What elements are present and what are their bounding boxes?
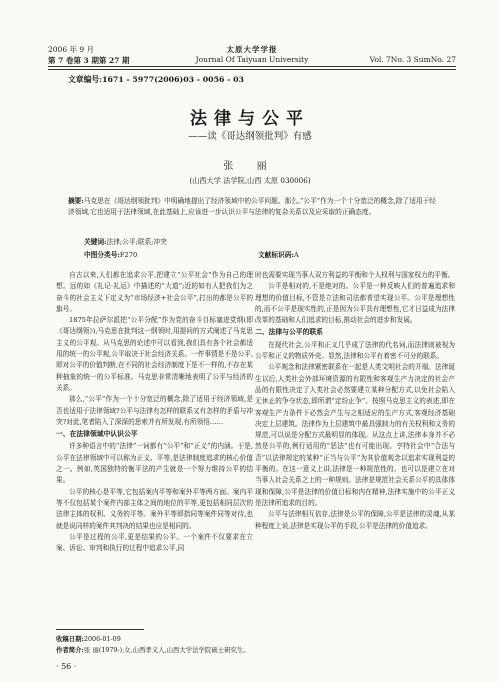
received-label: 收稿日期: bbox=[56, 635, 84, 643]
abstract-label: 摘要: bbox=[68, 197, 84, 205]
volume-number-en: Vol. 7No. 3 SumNo. 27 bbox=[369, 55, 456, 64]
author-bio-text: 张 丽(1979-),女,山西孝义人,山西大学法学院硕士研究生。 bbox=[83, 646, 250, 654]
journal-name-cn: 太原大学学报 bbox=[226, 45, 278, 54]
keywords-text: 法律;公平;联系;冲突 bbox=[106, 238, 167, 246]
author-affiliation: (山西大学 法学院,山西 太原 030006) bbox=[189, 176, 311, 185]
header-rule-thin bbox=[48, 69, 456, 70]
body-paragraph: 公平是相对的,不是绝对的。公平是一种反映人们的普遍追求和理想的价值目标,不管是立法和司法都希望实现公平。公平是理想性的,而不公平是现实性的,正是因为公平具有理想性,它才日益成为法律改革的基础和人们追求的目标,推动社会的进步和发展。 bbox=[255, 282, 455, 325]
left-column bbox=[56, 270, 253, 554]
body-paragraph: 那么,“公平”作为一个十分宽泛的概念,除了适用于经济领域,是否也适用于法律领域?公平与法律有怎样的联系又有怎样的矛盾与冲突?对此,笔者陷入了深深的思索并有所发现,有所领悟…… bbox=[56, 395, 253, 426]
classification bbox=[84, 249, 137, 259]
right-column bbox=[255, 270, 455, 532]
body-paragraph: 公平观念和法律紧密联系在一起是人类文明社会的开端。法律诞生以后,人类社会外部环境资源的有限性和客观生产力决定的社会产品的有限性决定了人类社会必然要建立某种分配方式,以免社会陷入无休止的争夺状态,即所谓“定纷止争”。按照马克思主义的表述,即在客观生产力条件下必然会产生与之相适应的生产方式,客观经济基础决定上层建筑。法律作为上层建筑中最具强制力的有关权利和义务的规范,可以说是分配方式最明显的体现。从这点上讲,法律本身并不必然是公平的,例行适用的“恶法”也有可能出现。亨特社会中“合法与否”以法律规定的某种“正当与公平”为其价值观念以追求实现利益的平衡的。在这一意义上讲,法律是一种规范性的、也可以是建立在对当事人社会关系之上的一种规则。法律是规范社会关系公平的具体体现和保障,公平是法律的价值目标和内在精神,法律实施中的公平正义是法律所追求的目的。 bbox=[255, 363, 455, 507]
body-paragraph: 公平是过程的公平,更是结果的公平。一个案件不仅要求在立案、诉讼、审判和执行的过程中追求公平,同 bbox=[56, 532, 253, 553]
article-subtitle: ——读《哥达纲领批判》有感 bbox=[188, 131, 312, 142]
body-paragraph: 时也需要实现当事人双方利益的平衡和个人权利与国家权力的平衡。 bbox=[255, 271, 455, 279]
classification-label: 中图分类号: bbox=[84, 251, 120, 259]
body-paragraph: 许多种语言中的“法律”一词都有“公平”和“正义”的内涵。于是,公平在法律领域中可以称为正义、平等,是法律制度追求的核心价值之一。例如,英国独特的衡平法的产生就是一个努力维持公平的结果。 bbox=[56, 442, 253, 485]
body-paragraph: 自古以来,人们都在追求公平,把建立“公平社会”作为自己的理想。远的如《礼记·礼运》中描述的“大道”;近的如有人把我们为之奋斗的社会主义下定义为“市场经济+社会公平”,打出的都是公平的旗号。 bbox=[56, 271, 253, 313]
author-bio-label: 作者简介: bbox=[56, 646, 84, 654]
abstract-text: 马克思在《哥达纲领批判》中明确地提出了经济领域中的公平问题。那么,“公平”作为一个十分宽泛的概念,除了适用于经济领域,它也适用于法律领域,在此基础上,应该进一步认识公平与法律的复杂关系以及应采取的正确态度。 bbox=[68, 197, 436, 216]
journal-name-en: Journal Of Taiyuan University bbox=[195, 55, 309, 64]
body-paragraph: 公平的核心是平等,它包括案内平等和案外平等两方面。案内平等不仅包括某个案件内部主体之间的地位的平等,更包括相同层次的法律主体的权利、义务的平等。案外平等即指同等案件同等对待,也就是说同样的案件其判决的结果也应是相同的。 bbox=[56, 487, 253, 530]
document-code bbox=[258, 249, 299, 259]
classification-text: F270 bbox=[119, 251, 138, 259]
keywords bbox=[84, 236, 167, 246]
header-rule bbox=[48, 66, 456, 67]
footnote-rule bbox=[56, 629, 144, 630]
page-number: · 56 · bbox=[56, 662, 77, 671]
author-name: 张 丽 bbox=[223, 161, 277, 172]
section-heading: 一、在法律领域中认识公平 bbox=[56, 430, 138, 439]
article-number: 文章编号:1671 - 5977(2006)03 - 0056 - 03 bbox=[68, 75, 244, 84]
section-heading: 二、法律与公平的联系 bbox=[255, 328, 323, 337]
issue-volume: 第 7 卷第 3 期第 27 期 bbox=[48, 56, 130, 65]
received-value: 2006-01-09 bbox=[83, 635, 121, 643]
document-code-label: 文献标识码: bbox=[258, 251, 294, 259]
author-bio bbox=[56, 645, 250, 654]
body-paragraph: 在现代社会,公平和正义几乎成了法律的代名词,而法律则被视为公平和正义的物质外壳。显然,法律和公平有着密不可分的联系。 bbox=[255, 340, 455, 361]
abstract bbox=[68, 196, 438, 217]
body-paragraph: 公平与法律相互依存,法律是公平的保障,公平是法律的灵魂,从某种程度上说,法律是实现公平的手段,公平是法律的价值追求。 bbox=[255, 510, 455, 530]
received-date bbox=[56, 634, 121, 643]
body-paragraph: 1875年拉萨尔派把“公平分配”作为党的奋斗目标塞进党纲(即《哥达纲领》),马克思在批判这一纲领时,用提问的方式阐述了马克思主义的公平观。从马克思的论述中可以看到,我们具有各个社会都适用的统一的公平观,公平取决于社会经济关系。一件事情是不是公平,即对公平的价值判断,在不同的社会经济制度下是不一样的,不存在某种抽象的统一的公平标准。马克思非常清晰地表明了公平与经济的关系。 bbox=[56, 316, 253, 392]
issue-date: 2006 年 9 月 bbox=[48, 45, 95, 54]
keywords-label: 关键词: bbox=[84, 238, 107, 246]
article-title: 法律与公平 bbox=[190, 109, 310, 129]
document-code-text: A bbox=[293, 251, 299, 259]
